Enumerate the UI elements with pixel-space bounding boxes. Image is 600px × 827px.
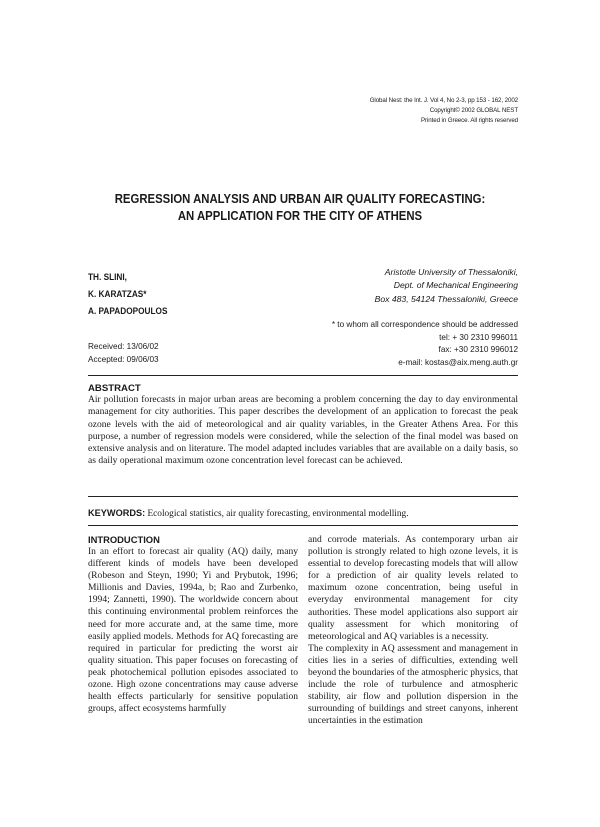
journal-copyright: Copyright© 2002 GLOBAL NEST xyxy=(429,107,518,114)
author-3: A. PAPADOPOULOS xyxy=(88,305,168,316)
correspondence-email: e-mail: kostas@aix.meng.auth.gr xyxy=(398,357,518,367)
keywords-label: KEYWORDS: xyxy=(88,508,146,518)
affiliation-line-1: Aristotle University of Thessaloniki, xyxy=(384,267,518,277)
abstract-heading: ABSTRACT xyxy=(88,383,141,394)
paper-title xyxy=(94,190,507,224)
author-2: K. KARATZAS* xyxy=(88,288,147,299)
affiliation-line-2: Dept. of Mechanical Engineering xyxy=(393,280,518,291)
journal-printed: Printed in Greece. All rights reserved xyxy=(421,117,518,124)
body-column-left xyxy=(88,534,298,715)
keywords-text: Ecological statistics, air quality forecasting, environmental modelling. xyxy=(145,509,409,519)
introduction-heading: INTRODUCTION xyxy=(88,534,160,545)
divider-middle xyxy=(88,496,518,497)
abstract-text: Air pollution forecasts in major urban areas are becoming a problem concerning the day to day environmental management for city authorities. This paper describes the development of an application to forecast the peak ozone levels with the aid of meteorological and air quality variables, in the Greater Athens Area. For this purpose, a number of regression models were considered, while the selection of the final model was based on extensive analysis and on literature. The model adapted includes variables that are available on a daily basis, so as daily operational maximum ozone concentration level forecast can be achieved. xyxy=(88,394,518,467)
title-line-2: AN APPLICATION FOR THE CITY OF ATHENS xyxy=(177,208,423,223)
accepted-date: Accepted: 09/06/03 xyxy=(88,354,159,364)
correspondence xyxy=(332,319,518,369)
introduction-paragraph-2: and corrode materials. As contemporary urban air pollution is strongly related to high ozone levels, it is essential to develop forecasting models that will allow for a prediction of air quality levels related to maximum ozone concentration, being useful in everyday environmental management for city authorities. These model applications also support air quality assessment for which monitoring of meteorological and AQ variables is a necessity. xyxy=(308,534,518,642)
introduction-paragraph-3: The complexity in AQ assessment and management in cities lies in a series of difficulties, extending well beyond the boundaries of the atmospheric physics, that include the role of turbulence and atmospheric stability, air flow and pollution dispersion in the surrounding of buildings and street canyons, inherent uncertainties in the estimation xyxy=(308,642,518,727)
received-date: Received: 13/06/02 xyxy=(88,342,159,351)
title-line-1: REGRESSION ANALYSIS AND URBAN AIR QUALITY FORECASTING: xyxy=(114,191,486,206)
divider-top xyxy=(88,375,518,376)
divider-bottom xyxy=(88,525,518,526)
author-1: TH. SLINI, xyxy=(88,271,127,282)
introduction-paragraph-1: In an effort to forecast air quality (AQ) daily, many different kinds of models have been developed (Robeson and Steyn, 1990; Yi and Prybutok, 1996; Millionis and Davies, 1994a, b; Rao and Zurbenko, 1994; Zannetti, 1990). The worldwide concern about this continuing environmental problem reinforces the need for more accurate and, at the same time, more easily applied models. Methods for AQ forecasting are required in particular for predicting the worst air quality situation. This paper focuses on forecasting of peak photochemical pollution episodes associated to ozone. High ozone concentrations may cause adverse health effects particularly for sensitive population groups, affect ecosystems harmfully xyxy=(88,546,298,715)
author-list xyxy=(88,268,178,319)
correspondence-tel: tel: + 30 2310 996011 xyxy=(439,332,518,342)
submission-dates xyxy=(88,341,159,366)
journal-info xyxy=(370,96,518,126)
affiliation xyxy=(375,266,518,306)
journal-citation: Global Nest: the Int. J. Vol 4, No 2-3, pp 153 - 162, 2002 xyxy=(369,97,518,104)
correspondence-fax: fax: +30 2310 996012 xyxy=(438,345,518,355)
body-column-right xyxy=(308,534,518,728)
affiliation-line-3: Box 483, 54124 Thessaloniki, Greece xyxy=(374,293,518,304)
keywords xyxy=(88,507,518,520)
correspondence-note: * to whom all correspondence should be addressed xyxy=(331,320,518,329)
